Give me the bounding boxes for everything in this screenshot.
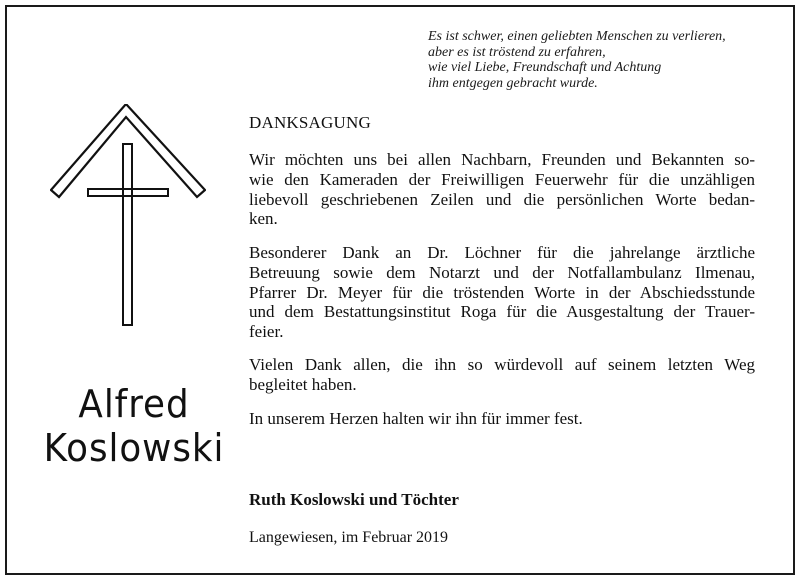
signature: Ruth Koslowski und Töchter: [249, 490, 459, 509]
paragraph-thanks: [249, 150, 755, 229]
text-line: ken.: [249, 209, 278, 229]
last-name: Koslowski: [43, 426, 225, 470]
text-line: Besonderer Dank an Dr. Löchner für die jahrelange ärztliche: [249, 243, 755, 262]
quote-line: wie viel Liebe, Freundschaft und Achtung: [428, 60, 662, 75]
paragraph-special-thanks: [249, 243, 755, 342]
heading: DANKSAGUNG: [249, 113, 371, 132]
quote-line: aber es ist tröstend zu erfahren,: [428, 44, 606, 60]
text-line: liebevoll geschriebenen Zeilen und die persönlichen Worte bedan-: [249, 189, 755, 209]
text-line: wie den Kameraden der Freiwilligen Feuerwehr für die unzähligen: [249, 169, 755, 189]
text-line: und dem Bestattungsinstitut Roga für die Ausgestaltung der Trauer-: [249, 302, 755, 322]
paragraph-all-thanks: [249, 355, 755, 395]
text-line: Wir möchten uns bei allen Nachbarn, Freunden und Bekannten so-: [249, 150, 755, 169]
cross-under-roof-icon: [50, 104, 206, 329]
text-line: Vielen Dank allen, die ihn so würdevoll auf seinem letzten Weg: [249, 355, 755, 374]
text-line: begleitet haben.: [249, 374, 357, 394]
memorial-quote: [428, 29, 768, 91]
paragraph-closing: [249, 409, 755, 429]
text-line: feier.: [249, 322, 284, 342]
text-line: In unserem Herzen halten wir ihn für immer fest.: [249, 409, 583, 428]
place-date: Langewiesen, im Februar 2019: [249, 529, 449, 546]
text-line: Betreuung sowie dem Notarzt und der Notfallambulanz Ilmenau,: [249, 262, 755, 282]
quote-line: Es ist schwer, einen geliebten Menschen zu verlieren,: [428, 29, 726, 44]
quote-line: ihm entgegen gebracht wurde.: [428, 75, 598, 91]
deceased-name: [40, 382, 228, 470]
text-line: Pfarrer Dr. Meyer für die tröstenden Worte in der Abschiedsstunde: [249, 282, 755, 302]
first-name: Alfred: [78, 382, 190, 426]
